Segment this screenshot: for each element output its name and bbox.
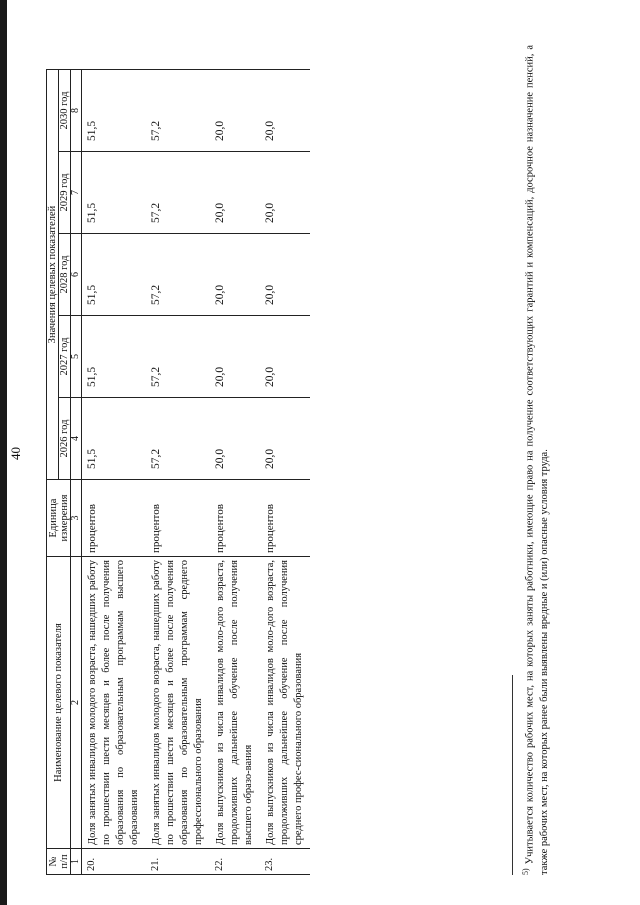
row-number: 20. — [82, 849, 147, 875]
table-row — [146, 70, 210, 875]
value-cell: 20,0 — [210, 398, 260, 480]
header-year: 2030 год — [59, 70, 71, 152]
column-number: 8 — [71, 70, 82, 152]
row-number: 22. — [210, 849, 260, 875]
footnote-divider — [512, 675, 513, 875]
value-cell: 57,2 — [146, 234, 210, 316]
value-cell: 20,0 — [210, 152, 260, 234]
header-unit: Единица измерения — [47, 480, 71, 557]
value-cell: 20,0 — [260, 398, 310, 480]
indicator-unit: процентов — [82, 480, 147, 557]
indicator-name: Доля выпускников из числа инвалидов моло-дого возраста, продолживших дальнейшее обучение после получения высшего образо-вания — [210, 557, 260, 849]
header-values-group: Значения целевых показателей — [47, 70, 59, 480]
indicator-unit: процентов — [260, 480, 310, 557]
column-number: 7 — [71, 152, 82, 234]
header-year: 2029 год — [59, 152, 71, 234]
indicator-name: Доля выпускников из числа инвалидов моло-дого возраста, продолживших дальнейшее обучение после получения среднего профес-сионального образования — [260, 557, 310, 849]
indicator-unit: процентов — [146, 480, 210, 557]
value-cell: 20,0 — [210, 316, 260, 398]
column-number: 4 — [71, 398, 82, 480]
value-cell: 51,5 — [82, 398, 147, 480]
value-cell: 20,0 — [260, 152, 310, 234]
header-year: 2028 год — [59, 234, 71, 316]
indicator-name: Доля занятых инвалидов молодого возраста, нашедших работу по прошествии шести месяцев и более после получения образования по образовательным программам высшего образования — [82, 557, 147, 849]
indicator-name: Доля занятых инвалидов молодого возраста, нашедших работу по прошествии шести месяцев и более после получения образования по образовательным программам среднего профессионального образования — [146, 557, 210, 849]
row-number: 23. — [260, 849, 310, 875]
page-number: 40 — [8, 447, 23, 460]
header-name: Наименование целевого показателя — [47, 557, 71, 849]
value-cell: 20,0 — [210, 234, 260, 316]
value-cell: 57,2 — [146, 152, 210, 234]
value-cell: 57,2 — [146, 70, 210, 152]
footnote — [519, 45, 552, 875]
value-cell: 20,0 — [260, 234, 310, 316]
table-row — [260, 70, 310, 875]
indicators-table — [46, 69, 310, 875]
value-cell: 51,5 — [82, 70, 147, 152]
column-number: 5 — [71, 316, 82, 398]
header-no: № п/п — [47, 849, 71, 875]
column-number: 2 — [71, 557, 82, 849]
value-cell: 20,0 — [260, 70, 310, 152]
header-year: 2027 год — [59, 316, 71, 398]
row-number: 21. — [146, 849, 210, 875]
value-cell: 51,5 — [82, 152, 147, 234]
column-number: 3 — [71, 480, 82, 557]
table-row — [210, 70, 260, 875]
header-year: 2026 год — [59, 398, 71, 480]
value-cell: 51,5 — [82, 234, 147, 316]
table-row — [82, 70, 147, 875]
value-cell: 57,2 — [146, 316, 210, 398]
value-cell: 51,5 — [82, 316, 147, 398]
indicator-unit: процентов — [210, 480, 260, 557]
footnote-text: Учитывается количество рабочих мест, на которых заняты работники, имеющие право на получение соответствующих гарантий и компенсаций, досрочное назначение пенсий, а также рабочих мест, на которых ранее были выявлены вредные и (или) опасные условия труда. — [524, 45, 550, 875]
value-cell: 20,0 — [260, 316, 310, 398]
column-number: 1 — [71, 849, 82, 875]
value-cell: 20,0 — [210, 70, 260, 152]
column-numbers-row — [71, 70, 82, 875]
footnote-marker: 5) — [521, 868, 530, 875]
column-number: 6 — [71, 234, 82, 316]
value-cell: 57,2 — [146, 398, 210, 480]
